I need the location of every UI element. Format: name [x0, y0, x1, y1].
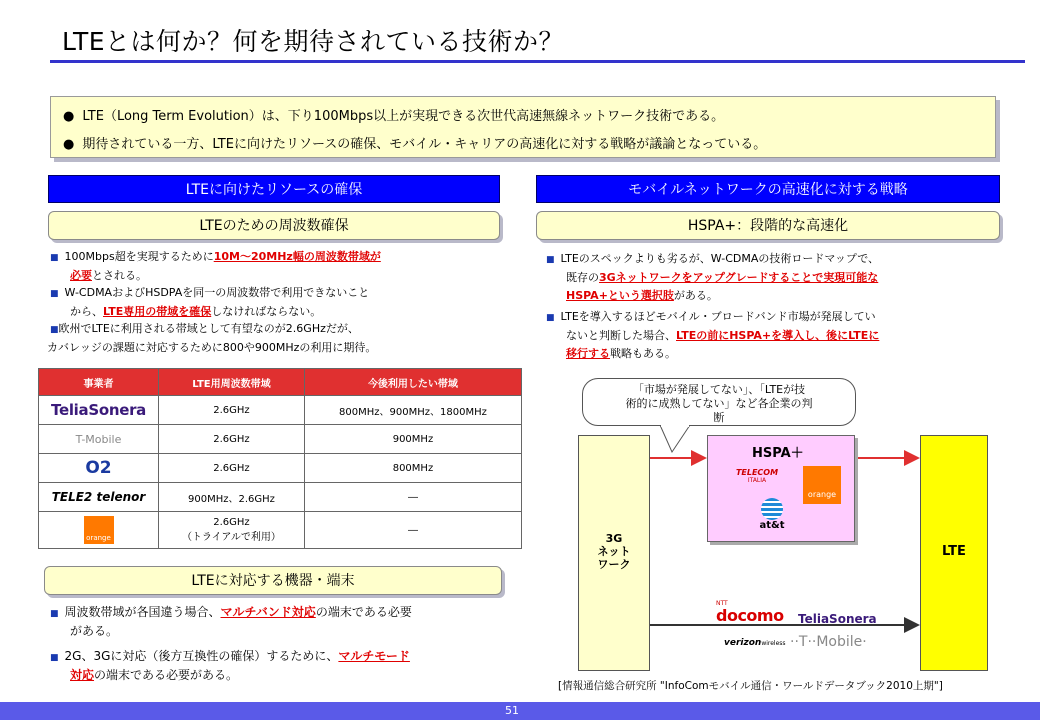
left-bullet-1: ■ 100Mbps超を実現するために10M〜20MHz幅の周波数帯域が 必要とされる。: [50, 250, 381, 282]
box-3g-network: 3G ネット ワーク: [578, 435, 650, 671]
teliasonera-logo: TeliaSonera: [39, 396, 159, 425]
table-cell: 900MHz: [304, 425, 521, 454]
telecom-italia-logo: TELECOM ITALIA: [735, 468, 779, 484]
hspa-label: HSPA＋: [752, 446, 804, 461]
right-subsection-hspa: HSPA+：段階的な高速化: [536, 211, 1000, 240]
table-cell: 800MHz、900MHz、1800MHz: [304, 396, 521, 425]
tmobile-logo: T-Mobile: [39, 425, 159, 454]
table-cell: 900MHz、2.6GHz: [159, 483, 305, 512]
right-bullet-1: ■ LTEのスペックよりも劣るが、W-CDMAの技術ロードマップで、 既存の3Gネットワークをアップグレードすることで実現可能な HSPA+という選択肢がある。: [546, 252, 880, 302]
device-bullet-1: ■ 周波数帯域が各国違う場合、マルチバンド対応の端末である必要 がある。: [50, 605, 412, 638]
tele2-telenor-logo: TELE2 telenor: [39, 483, 159, 512]
table-cell: ―: [304, 483, 521, 512]
page-number: 51: [505, 704, 519, 717]
table-cell: 2.6GHz: [159, 396, 305, 425]
tmobile-logo-diagram: ··T··Mobile·: [790, 634, 867, 650]
left-bullet-3: ■欧州でLTEに利用される帯域として有望なのが2.6GHzだが、 カバレッジの課題に対応するために800や900MHzの利用に期待。: [47, 322, 377, 354]
teliasonera-logo-diagram: TeliaSonera: [798, 612, 877, 626]
left-subsection-devices: LTEに対応する機器・端末: [44, 566, 502, 595]
right-section-title: モバイルネットワークの高速化に対する戦略: [536, 175, 1000, 203]
bubble-tail-join: [661, 424, 689, 427]
speech-bubble: 「市場が発展してない」、「LTEが技 術的に成熟してない」など各企業の判 断: [582, 378, 856, 426]
orange-logo: orange: [39, 512, 159, 549]
source-citation: [情報通信総合研究所 "InfoComモバイル通信・ワールドデータブック2010上期"]: [558, 680, 943, 692]
left-section-title: LTEに向けたリソースの確保: [48, 175, 500, 203]
left-subsection-frequency: LTEのための周波数確保: [48, 211, 500, 240]
att-logo: at&t: [752, 498, 792, 531]
table-header-future-band: 今後利用したい帯域: [304, 369, 521, 396]
table-header-operator: 事業者: [39, 369, 159, 396]
left-bullet-2: ■ W-CDMAおよびHSDPAを同一の周波数帯で利用できないこと から、LTE専用の帯域を確保しなければならない。: [50, 286, 370, 318]
bubble-tail: [660, 425, 690, 452]
orange-logo-hspa: orange: [803, 466, 841, 504]
table-cell: 800MHz: [304, 454, 521, 483]
page-title: LTEとは何か？何を期待されている技術か？: [62, 27, 565, 56]
verizon-logo: verizonwireless: [724, 638, 786, 648]
table-cell: 2.6GHz （トライアルで利用）: [159, 512, 305, 549]
table-cell: 2.6GHz: [159, 425, 305, 454]
summary-bullet-2: ● 期待されている一方、LTEに向けたリソースの確保、モバイル・キャリアの高速化に対する戦略が議論となっている。: [63, 133, 766, 152]
device-bullet-2: ■ 2G、3Gに対応（後方互換性の確保）するために、マルチモード 対応の端末である必要がある。: [50, 649, 410, 682]
o2-logo: O2: [39, 454, 159, 483]
docomo-logo: NTT docomo: [716, 600, 784, 625]
right-bullet-2: ■ LTEを導入するほどモバイル・ブロードバンド市場が発展してい ないと判断した場合、LTEの前にHSPA+を導入し、後にLTEに 移行する戦略もある。: [546, 310, 880, 360]
box-hspa-plus: [707, 435, 855, 542]
summary-bullet-1: ● LTE（Long Term Evolution）は、下り100Mbps以上が実現できる次世代高速無線ネットワーク技術である。: [63, 105, 724, 124]
table-header-lte-band: LTE用周波数帯域: [159, 369, 305, 396]
footer-bar: [0, 702, 1040, 720]
table-cell: 2.6GHz: [159, 454, 305, 483]
box-lte: LTE: [920, 435, 988, 671]
table-cell: ―: [304, 512, 521, 549]
